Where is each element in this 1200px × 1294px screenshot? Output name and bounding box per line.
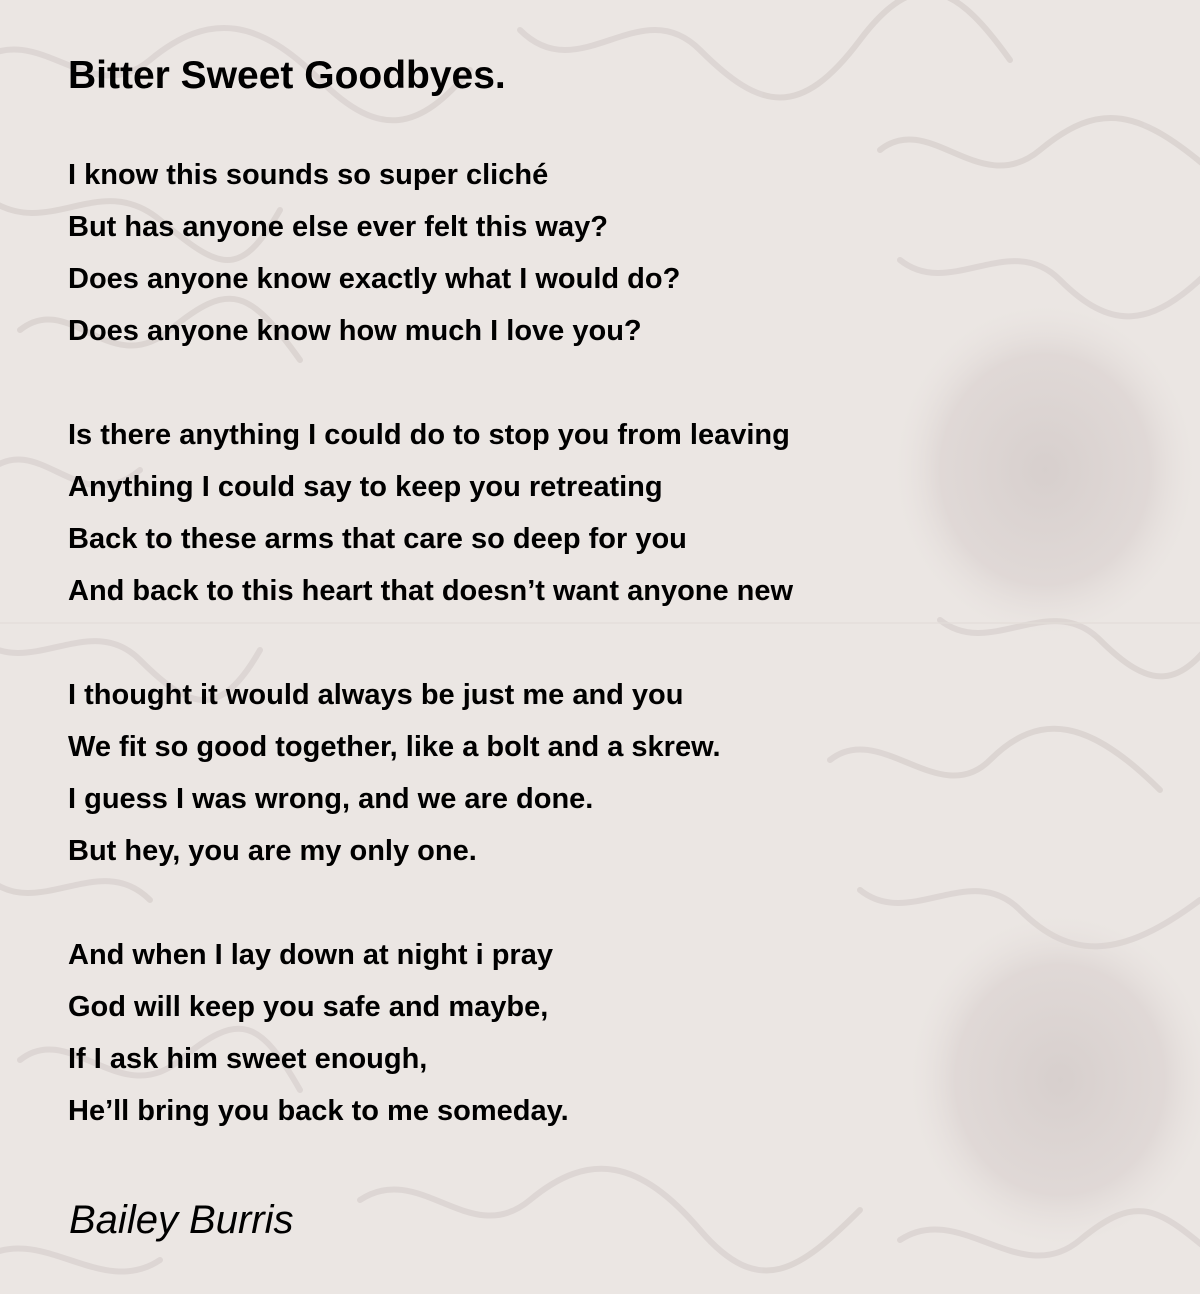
- poem-line: Does anyone know exactly what I would do?: [68, 263, 681, 295]
- poem-line: Back to these arms that care so deep for you: [68, 523, 687, 555]
- poem-line: And back to this heart that doesn’t want anyone new: [68, 575, 794, 607]
- poem-line: I know this sounds so super cliché: [68, 159, 549, 191]
- poem-title: Bitter Sweet Goodbyes.: [68, 54, 506, 97]
- poem-line: But hey, you are my only one.: [68, 835, 477, 867]
- poem-body: [68, 149, 1168, 1189]
- poem-line: Does anyone know how much I love you?: [68, 315, 642, 347]
- poem-line: But has anyone else ever felt this way?: [68, 211, 608, 243]
- poem-line: He’ll bring you back to me someday.: [68, 1095, 569, 1127]
- poem-line: I guess I was wrong, and we are done.: [68, 783, 594, 815]
- poem-line: If I ask him sweet enough,: [68, 1043, 428, 1075]
- poem-line: I thought it would always be just me and you: [68, 679, 684, 711]
- poem-author: Bailey Burris: [69, 1198, 294, 1242]
- stanza-2: [68, 409, 1168, 617]
- poem-line: God will keep you safe and maybe,: [68, 991, 549, 1023]
- poem-line: We fit so good together, like a bolt and a skrew.: [68, 731, 721, 763]
- stanza-4: [68, 929, 1168, 1137]
- poem-line: Anything I could say to keep you retreating: [68, 471, 663, 503]
- poem-line: And when I lay down at night i pray: [68, 939, 553, 971]
- stanza-3: [68, 669, 1168, 877]
- poem-line: Is there anything I could do to stop you from leaving: [68, 419, 790, 451]
- stanza-1: [68, 149, 1168, 357]
